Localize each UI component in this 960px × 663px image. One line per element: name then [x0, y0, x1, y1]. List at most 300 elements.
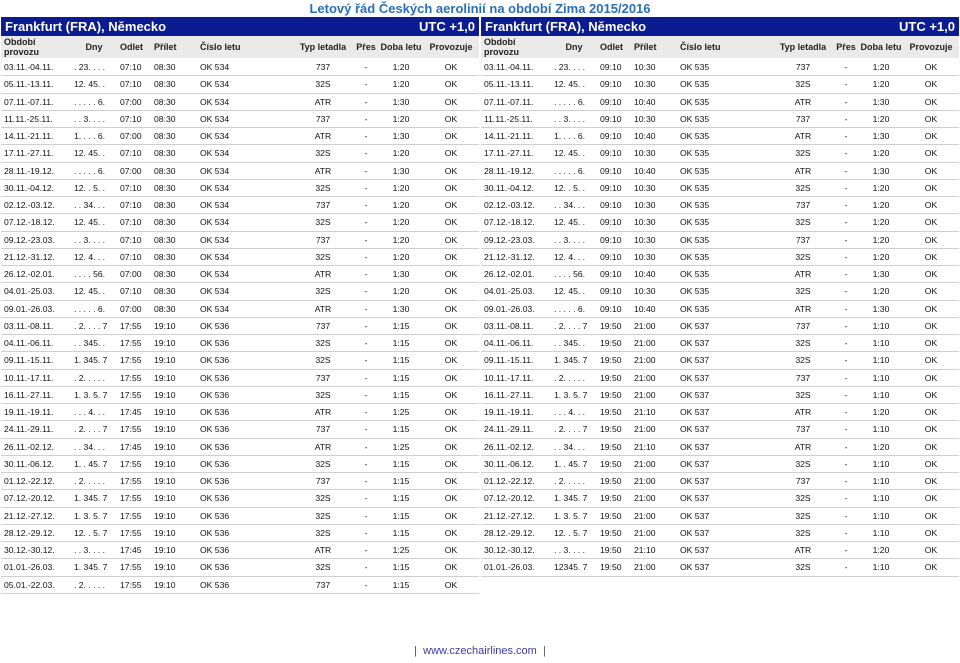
table-row [1, 300, 479, 317]
cell-flight-number: OK 536 [197, 542, 293, 559]
cell-days: 1. 345. 7 [551, 490, 597, 507]
cell-duration: 1:25 [379, 438, 423, 455]
cell-via: - [353, 283, 379, 300]
cell-aircraft-type: ATR [293, 300, 353, 317]
cell-via: - [353, 110, 379, 127]
table-row [1, 559, 479, 576]
cell-arrival: 21:00 [631, 352, 677, 369]
cell-duration: 1:10 [859, 386, 903, 403]
cell-aircraft-type: 737 [773, 369, 833, 386]
cell-duration: 1:20 [379, 214, 423, 231]
cell-aircraft-type: 32S [293, 248, 353, 265]
cell-days: . 23. . . . [71, 59, 117, 76]
cell-operator: OK [423, 283, 479, 300]
table-row [481, 93, 959, 110]
cell-via: - [833, 248, 859, 265]
cell-operator: OK [423, 197, 479, 214]
footer-right-divider: | [542, 645, 546, 657]
table-row [481, 455, 959, 472]
cell-via: - [353, 76, 379, 93]
cell-period: 16.11.-27.11. [1, 386, 71, 403]
cell-departure: 07:00 [117, 93, 151, 110]
cell-flight-number: OK 534 [197, 197, 293, 214]
cell-operator: OK [423, 473, 479, 490]
cell-duration: 1:20 [859, 145, 903, 162]
cell-period: 14.11.-21.11. [1, 128, 71, 145]
cell-days: . 2. . . . 7 [551, 421, 597, 438]
cell-period: 09.12.-23.03. [1, 231, 71, 248]
table-row [1, 386, 479, 403]
cell-flight-number: OK 537 [677, 369, 773, 386]
cell-days: . . . . . 6. [551, 300, 597, 317]
cell-aircraft-type: 32S [773, 76, 833, 93]
cell-period: 28.11.-19.12. [1, 162, 71, 179]
cell-via: - [353, 438, 379, 455]
cell-arrival: 19:10 [151, 473, 197, 490]
cell-arrival: 08:30 [151, 300, 197, 317]
cell-departure: 09:10 [597, 266, 631, 283]
cell-arrival: 19:10 [151, 507, 197, 524]
table-row [481, 438, 959, 455]
column-header-period: Období provozu [481, 36, 551, 59]
panel-title: Frankfurt (FRA), Německo [485, 19, 647, 34]
cell-departure: 09:10 [597, 197, 631, 214]
cell-operator: OK [423, 455, 479, 472]
cell-via: - [833, 231, 859, 248]
cell-aircraft-type: ATR [293, 93, 353, 110]
cell-flight-number: OK 535 [677, 197, 773, 214]
table-row [481, 248, 959, 265]
table-row [1, 507, 479, 524]
cell-operator: OK [423, 300, 479, 317]
cell-days: 1. . . . 6. [71, 128, 117, 145]
cell-period: 28.12.-29.12. [1, 524, 71, 541]
cell-departure: 19:50 [597, 317, 631, 334]
column-header-aircraft-type: Typ letadla [293, 36, 353, 59]
cell-days: 12. 45. . [551, 214, 597, 231]
cell-duration: 1:10 [859, 507, 903, 524]
cell-via: - [833, 110, 859, 127]
cell-operator: OK [423, 369, 479, 386]
cell-flight-number: OK 534 [197, 93, 293, 110]
table-row [1, 162, 479, 179]
column-header-via: Přes [353, 36, 379, 59]
cell-days: . . 3. . . . [551, 110, 597, 127]
cell-days: . . . . 56. [71, 266, 117, 283]
panel-header [481, 17, 959, 36]
cell-via: - [353, 490, 379, 507]
cell-days: . 2. . . . . [71, 473, 117, 490]
cell-operator: OK [423, 145, 479, 162]
cell-arrival: 19:10 [151, 335, 197, 352]
table-row [481, 59, 959, 76]
cell-aircraft-type: 737 [293, 421, 353, 438]
cell-duration: 1:25 [379, 404, 423, 421]
cell-via: - [353, 214, 379, 231]
cell-arrival: 19:10 [151, 369, 197, 386]
cell-departure: 17:55 [117, 335, 151, 352]
cell-flight-number: OK 537 [677, 421, 773, 438]
cell-arrival: 21:00 [631, 559, 677, 576]
cell-operator: OK [903, 455, 959, 472]
cell-arrival: 19:10 [151, 421, 197, 438]
cell-via: - [833, 179, 859, 196]
footer-left-divider: | [414, 645, 418, 657]
cell-operator: OK [903, 231, 959, 248]
cell-operator: OK [903, 283, 959, 300]
cell-aircraft-type: 737 [773, 231, 833, 248]
cell-via: - [353, 317, 379, 334]
table-row [481, 128, 959, 145]
table-row [481, 559, 959, 576]
cell-aircraft-type: 737 [293, 473, 353, 490]
table-row [481, 76, 959, 93]
cell-flight-number: OK 537 [677, 524, 773, 541]
cell-departure: 09:10 [597, 248, 631, 265]
cell-departure: 07:00 [117, 128, 151, 145]
cell-duration: 1:15 [379, 473, 423, 490]
cell-departure: 07:10 [117, 179, 151, 196]
cell-operator: OK [903, 214, 959, 231]
cell-flight-number: OK 536 [197, 473, 293, 490]
cell-operator: OK [903, 179, 959, 196]
cell-period: 16.11.-27.11. [481, 386, 551, 403]
cell-departure: 17:55 [117, 473, 151, 490]
cell-duration: 1:30 [379, 300, 423, 317]
cell-via: - [833, 352, 859, 369]
cell-days: 1. . 45. 7 [71, 455, 117, 472]
cell-period: 01.12.-22.12. [481, 473, 551, 490]
footer [0, 645, 960, 657]
cell-days: . 2. . . . 7 [71, 317, 117, 334]
table-row [1, 128, 479, 145]
cell-arrival: 21:00 [631, 490, 677, 507]
cell-duration: 1:20 [379, 231, 423, 248]
cell-period: 30.12.-30.12. [1, 542, 71, 559]
cell-flight-number: OK 537 [677, 352, 773, 369]
cell-period: 03.11.-04.11. [481, 59, 551, 76]
cell-operator: OK [423, 110, 479, 127]
cell-days: 12. 45. . [71, 145, 117, 162]
cell-duration: 1:30 [859, 162, 903, 179]
cell-duration: 1:20 [379, 59, 423, 76]
table-row [481, 231, 959, 248]
cell-period: 24.11.-29.11. [481, 421, 551, 438]
cell-via: - [353, 386, 379, 403]
table-row [481, 283, 959, 300]
cell-duration: 1:15 [379, 455, 423, 472]
cell-via: - [353, 542, 379, 559]
cell-flight-number: OK 536 [197, 507, 293, 524]
cell-operator: OK [903, 421, 959, 438]
utc-offset: UTC +1,0 [899, 19, 955, 34]
cell-duration: 1:20 [859, 197, 903, 214]
cell-days: . . 3. . . . [551, 542, 597, 559]
cell-aircraft-type: 737 [773, 110, 833, 127]
cell-flight-number: OK 535 [677, 162, 773, 179]
table-row [1, 404, 479, 421]
cell-arrival: 21:00 [631, 455, 677, 472]
cell-flight-number: OK 534 [197, 128, 293, 145]
cell-days: . . 345. . [551, 335, 597, 352]
cell-period: 07.12.-18.12. [481, 214, 551, 231]
cell-flight-number: OK 534 [197, 214, 293, 231]
cell-period: 14.11.-21.11. [481, 128, 551, 145]
table-row [1, 438, 479, 455]
table-row [481, 317, 959, 334]
cell-via: - [353, 197, 379, 214]
cell-arrival: 21:10 [631, 542, 677, 559]
table-row [1, 76, 479, 93]
cell-period: 01.01.-26.03. [1, 559, 71, 576]
cell-flight-number: OK 535 [677, 300, 773, 317]
cell-departure: 09:10 [597, 300, 631, 317]
cell-aircraft-type: 737 [293, 369, 353, 386]
cell-departure: 17:55 [117, 507, 151, 524]
cell-arrival: 10:40 [631, 300, 677, 317]
table-row [481, 421, 959, 438]
cell-period: 09.12.-23.03. [481, 231, 551, 248]
cell-operator: OK [423, 59, 479, 76]
cell-via: - [833, 455, 859, 472]
cell-period: 07.11.-07.11. [481, 93, 551, 110]
cell-duration: 1:30 [859, 128, 903, 145]
cell-period: 30.11.-06.12. [1, 455, 71, 472]
cell-duration: 1:15 [379, 490, 423, 507]
table-row [1, 283, 479, 300]
cell-operator: OK [423, 438, 479, 455]
cell-duration: 1:20 [379, 76, 423, 93]
cell-arrival: 10:30 [631, 145, 677, 162]
cell-via: - [353, 162, 379, 179]
cell-days: . . . 4. . . [551, 404, 597, 421]
cell-arrival: 08:30 [151, 248, 197, 265]
cell-aircraft-type: 32S [293, 335, 353, 352]
column-header-duration: Doba letu [379, 36, 423, 59]
header-row [481, 36, 959, 59]
cell-via: - [833, 473, 859, 490]
cell-arrival: 21:00 [631, 473, 677, 490]
cell-departure: 17:55 [117, 369, 151, 386]
cell-operator: OK [423, 231, 479, 248]
cell-via: - [353, 231, 379, 248]
cell-period: 09.11.-15.11. [1, 352, 71, 369]
cell-days: . . 3. . . . [71, 110, 117, 127]
cell-days: 12. 45. . [551, 76, 597, 93]
cell-duration: 1:20 [859, 214, 903, 231]
panel-header [1, 17, 479, 36]
cell-duration: 1:10 [859, 455, 903, 472]
cell-departure: 07:10 [117, 110, 151, 127]
column-header-operator: Provozuje [423, 36, 479, 59]
cell-duration: 1:10 [859, 421, 903, 438]
table-row [1, 455, 479, 472]
cell-period: 03.11.-04.11. [1, 59, 71, 76]
cell-period: 26.12.-02.01. [1, 266, 71, 283]
column-header-duration: Doba letu [859, 36, 903, 59]
cell-arrival: 19:10 [151, 404, 197, 421]
cell-via: - [353, 507, 379, 524]
cell-arrival: 21:00 [631, 317, 677, 334]
cell-aircraft-type: 32S [773, 283, 833, 300]
cell-aircraft-type: ATR [293, 404, 353, 421]
column-header-flight-number: Číslo letu [677, 36, 773, 59]
cell-aircraft-type: 32S [293, 559, 353, 576]
cell-flight-number: OK 536 [197, 335, 293, 352]
cell-aircraft-type: ATR [293, 266, 353, 283]
cell-flight-number: OK 536 [197, 352, 293, 369]
cell-aircraft-type: 32S [293, 507, 353, 524]
cell-via: - [833, 421, 859, 438]
cell-days: 1. 345. 7 [71, 490, 117, 507]
cell-arrival: 08:30 [151, 197, 197, 214]
cell-days: 1. 3. 5. 7 [71, 507, 117, 524]
cell-days: 12. . 5. . [551, 179, 597, 196]
cell-arrival: 10:30 [631, 110, 677, 127]
cell-operator: OK [903, 352, 959, 369]
cell-period: 09.01.-26.03. [1, 300, 71, 317]
cell-arrival: 21:00 [631, 386, 677, 403]
table-row [481, 335, 959, 352]
cell-period: 05.11.-13.11. [1, 76, 71, 93]
table-row [1, 266, 479, 283]
cell-via: - [833, 145, 859, 162]
cell-departure: 09:10 [597, 179, 631, 196]
cell-duration: 1:15 [379, 559, 423, 576]
cell-operator: OK [903, 369, 959, 386]
cell-arrival: 10:40 [631, 128, 677, 145]
cell-flight-number: OK 535 [677, 248, 773, 265]
cell-operator: OK [423, 542, 479, 559]
cell-flight-number: OK 534 [197, 266, 293, 283]
cell-arrival: 10:30 [631, 59, 677, 76]
cell-arrival: 19:10 [151, 576, 197, 593]
cell-operator: OK [903, 559, 959, 576]
table-row [1, 369, 479, 386]
cell-departure: 17:55 [117, 490, 151, 507]
cell-flight-number: OK 537 [677, 404, 773, 421]
cell-duration: 1:20 [379, 110, 423, 127]
cell-arrival: 10:40 [631, 266, 677, 283]
cell-operator: OK [903, 248, 959, 265]
table-row [1, 93, 479, 110]
cell-period: 19.11.-19.11. [1, 404, 71, 421]
cell-arrival: 19:10 [151, 386, 197, 403]
table-row [481, 404, 959, 421]
column-header-flight-number: Číslo letu [197, 36, 293, 59]
cell-departure: 17:55 [117, 524, 151, 541]
cell-via: - [833, 283, 859, 300]
cell-arrival: 08:30 [151, 214, 197, 231]
cell-operator: OK [903, 507, 959, 524]
cell-flight-number: OK 534 [197, 59, 293, 76]
schedule-table [1, 36, 479, 594]
cell-via: - [833, 369, 859, 386]
cell-days: 1. . 45. 7 [551, 455, 597, 472]
cell-flight-number: OK 534 [197, 110, 293, 127]
cell-departure: 19:50 [597, 386, 631, 403]
cell-arrival: 08:30 [151, 162, 197, 179]
cell-days: . . . 4. . . [71, 404, 117, 421]
cell-arrival: 19:10 [151, 542, 197, 559]
cell-aircraft-type: 737 [293, 576, 353, 593]
cell-duration: 1:20 [859, 404, 903, 421]
cell-duration: 1:20 [859, 438, 903, 455]
cell-departure: 07:10 [117, 214, 151, 231]
cell-operator: OK [423, 335, 479, 352]
cell-duration: 1:20 [859, 283, 903, 300]
cell-arrival: 19:10 [151, 524, 197, 541]
cell-arrival: 21:00 [631, 421, 677, 438]
cell-period: 07.12.-18.12. [1, 214, 71, 231]
cell-aircraft-type: 737 [293, 197, 353, 214]
cell-aircraft-type: ATR [293, 438, 353, 455]
cell-departure: 19:50 [597, 352, 631, 369]
table-row [481, 352, 959, 369]
cell-operator: OK [423, 93, 479, 110]
panel-title: Frankfurt (FRA), Německo [5, 19, 167, 34]
cell-via: - [833, 300, 859, 317]
cell-period: 01.12.-22.12. [1, 473, 71, 490]
cell-operator: OK [423, 214, 479, 231]
cell-flight-number: OK 534 [197, 179, 293, 196]
cell-flight-number: OK 535 [677, 76, 773, 93]
cell-aircraft-type: 737 [293, 59, 353, 76]
cell-via: - [353, 128, 379, 145]
cell-via: - [833, 524, 859, 541]
cell-days: 1. 345. 7 [71, 352, 117, 369]
cell-flight-number: OK 535 [677, 266, 773, 283]
cell-operator: OK [903, 386, 959, 403]
cell-operator: OK [423, 507, 479, 524]
cell-operator: OK [903, 473, 959, 490]
cell-departure: 19:50 [597, 507, 631, 524]
cell-duration: 1:30 [379, 266, 423, 283]
cell-period: 01.01.-26.03. [481, 559, 551, 576]
cell-arrival: 21:00 [631, 507, 677, 524]
table-row [481, 300, 959, 317]
cell-flight-number: OK 535 [677, 110, 773, 127]
cell-period: 07.12.-20.12. [1, 490, 71, 507]
table-row [1, 231, 479, 248]
cell-days: . 2. . . . . [551, 369, 597, 386]
cell-period: 30.11.-04.12. [481, 179, 551, 196]
cell-via: - [833, 93, 859, 110]
cell-operator: OK [903, 404, 959, 421]
cell-departure: 07:10 [117, 197, 151, 214]
cell-departure: 19:50 [597, 455, 631, 472]
website-link[interactable]: www.czechairlines.com [423, 645, 537, 657]
table-row [481, 162, 959, 179]
cell-flight-number: OK 534 [197, 162, 293, 179]
cell-aircraft-type: ATR [773, 438, 833, 455]
cell-via: - [353, 93, 379, 110]
cell-via: - [833, 162, 859, 179]
cell-operator: OK [903, 197, 959, 214]
cell-days: . . 3. . . . [71, 231, 117, 248]
cell-aircraft-type: 737 [773, 473, 833, 490]
cell-aircraft-type: 32S [773, 524, 833, 541]
cell-period: 04.11.-06.11. [481, 335, 551, 352]
cell-duration: 1:15 [379, 421, 423, 438]
table-row [481, 524, 959, 541]
cell-days: . 2. . . . 7 [71, 421, 117, 438]
cell-operator: OK [903, 335, 959, 352]
cell-days: . . 345. . [71, 335, 117, 352]
cell-arrival: 10:30 [631, 283, 677, 300]
cell-duration: 1:30 [379, 128, 423, 145]
cell-departure: 09:10 [597, 231, 631, 248]
